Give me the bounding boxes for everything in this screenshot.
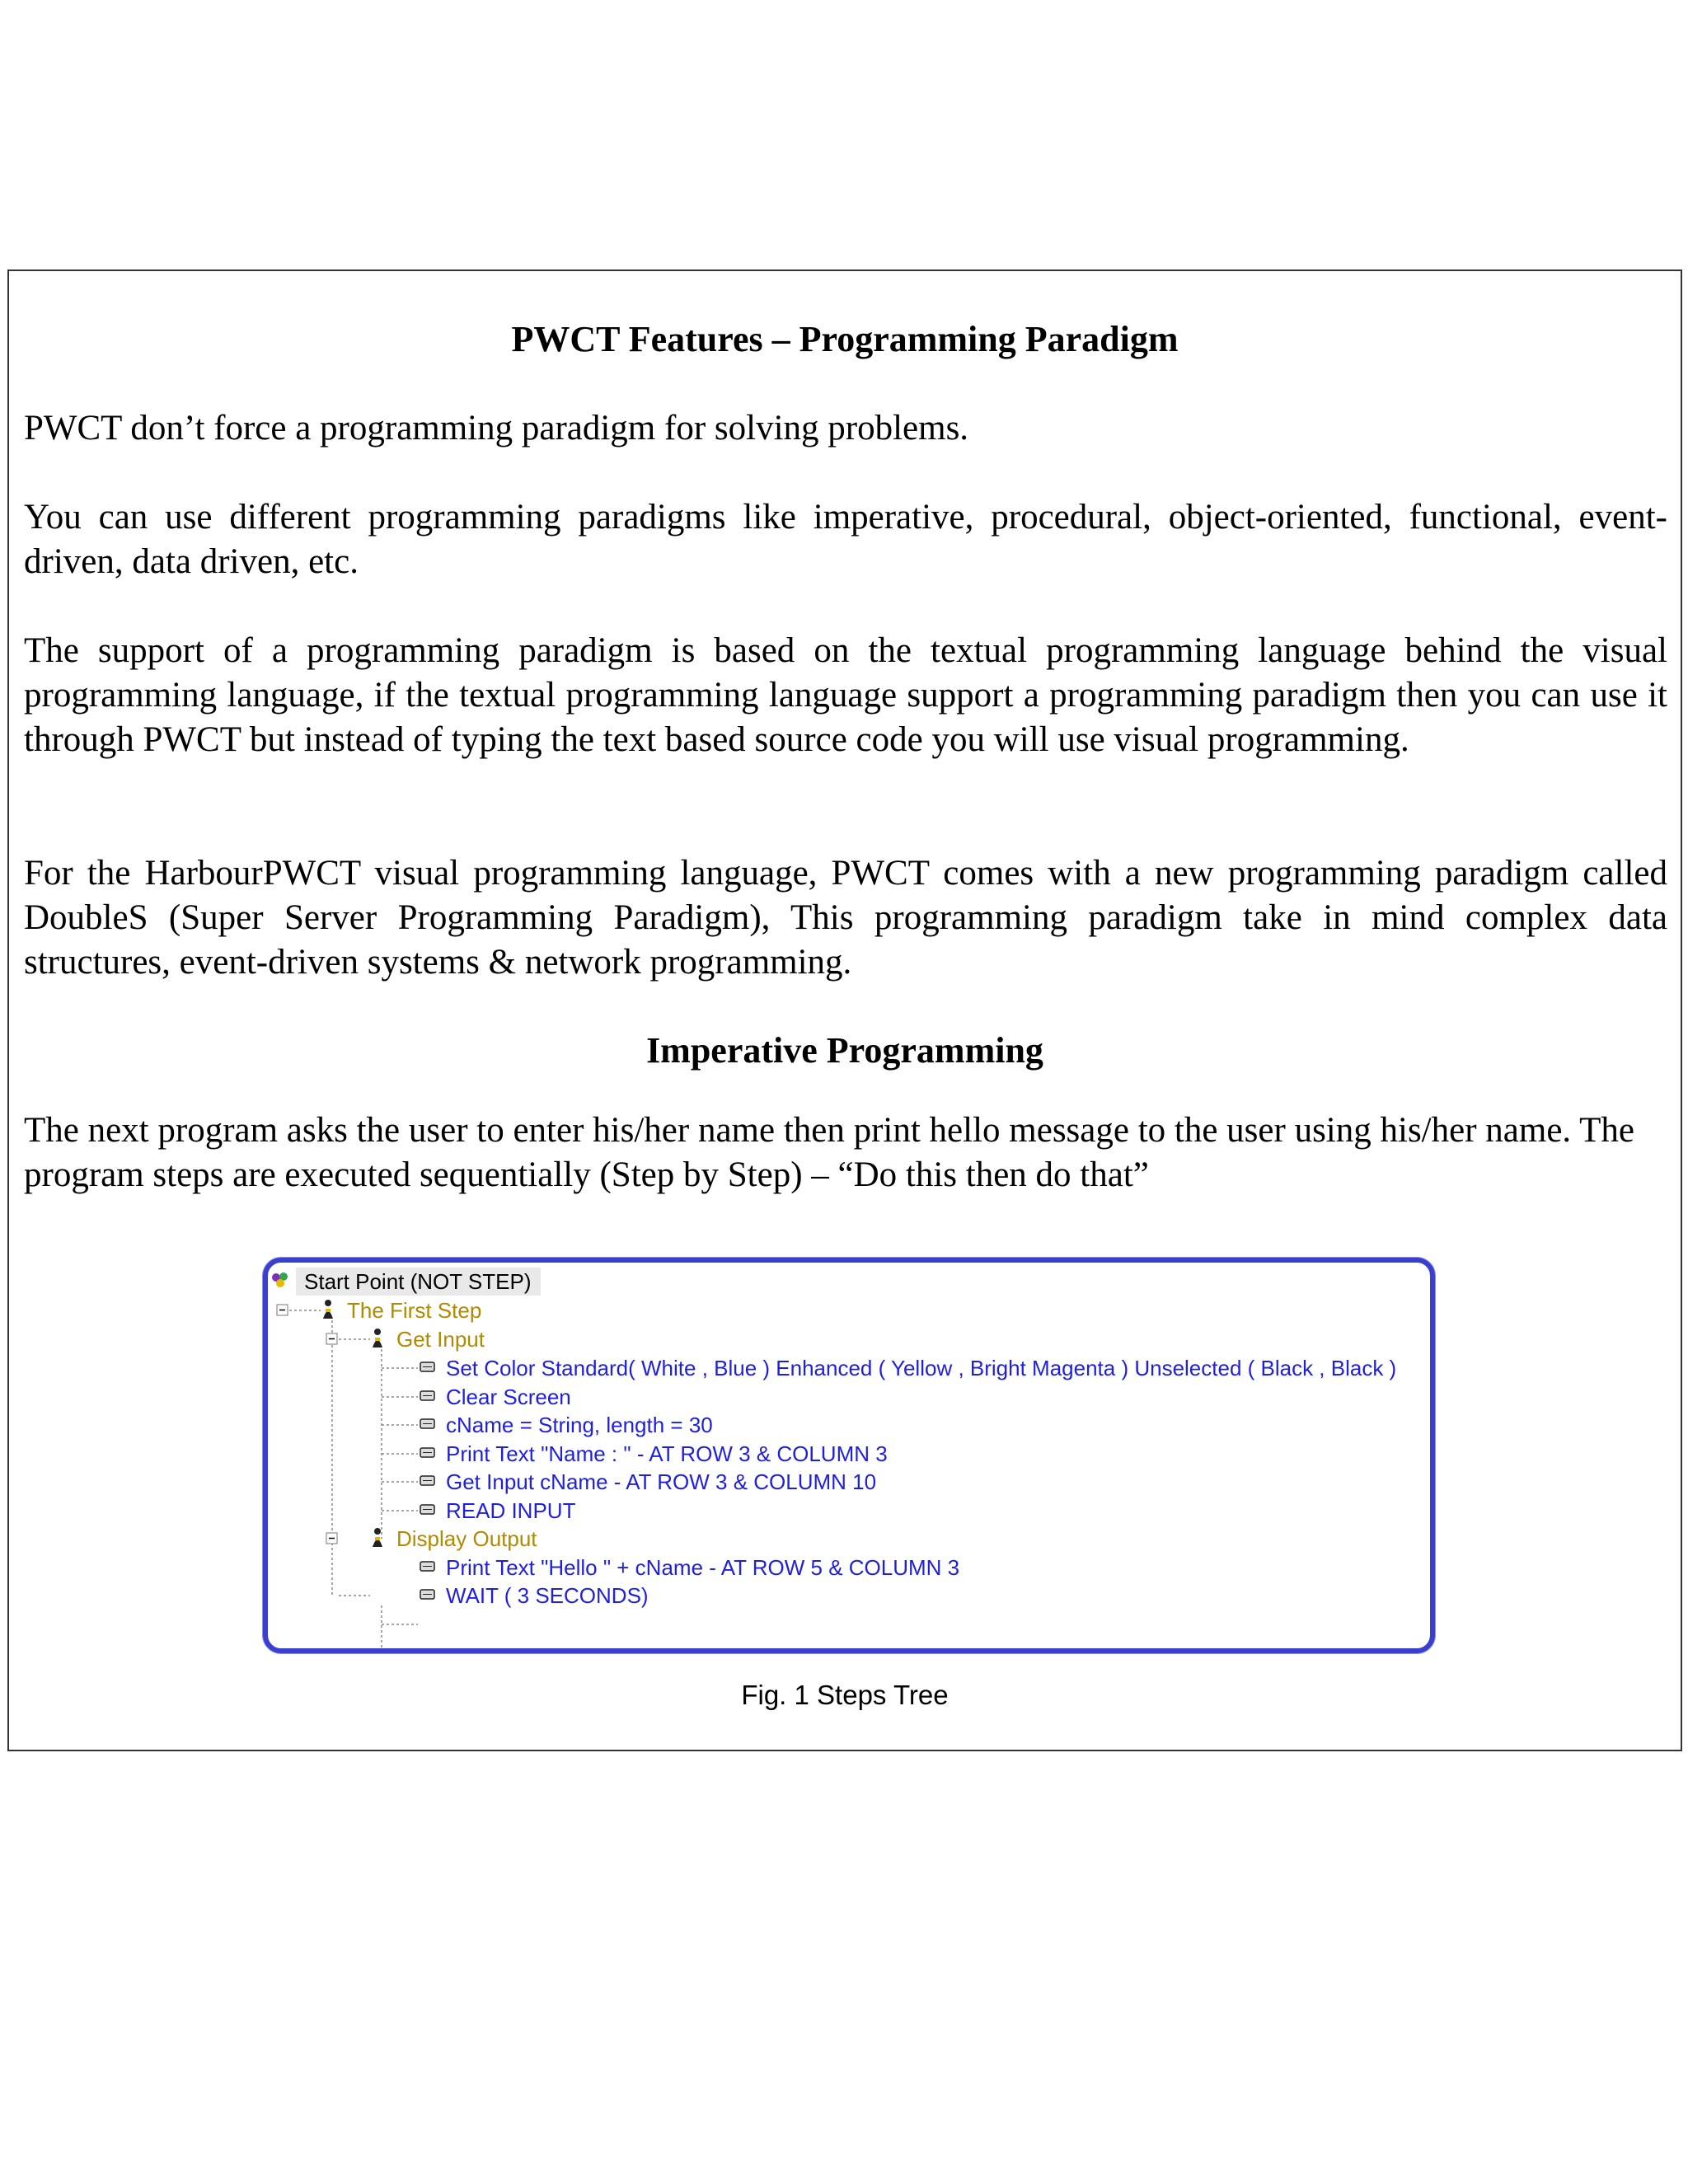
section-title: PWCT Features – Programming Paradigm (511, 319, 1179, 359)
content-frame (7, 269, 1682, 1751)
tree-command[interactable]: Clear Screen (446, 1385, 571, 1409)
command-icon (420, 1361, 436, 1373)
command-icon (420, 1589, 436, 1601)
step-figure-icon (370, 1527, 385, 1549)
tree-command[interactable]: cName = String, length = 30 (446, 1413, 713, 1437)
subsection-title: Imperative Programming (646, 1030, 1043, 1071)
command-icon (420, 1447, 436, 1459)
step-figure-icon (370, 1328, 385, 1349)
tree-command[interactable]: READ INPUT (446, 1498, 576, 1523)
command-icon (420, 1561, 436, 1572)
tree-command[interactable]: Set Color Standard( White , Blue ) Enhanced ( Yellow , Bright Magenta ) Unselected ( Black , Black ) (446, 1356, 1397, 1380)
collapse-toggle-icon[interactable] (326, 1333, 339, 1346)
command-icon (420, 1475, 436, 1487)
paragraph-3: The support of a programming paradigm is based on the textual programming language behind the visual programming language, if the textual programming language support a programming paradigm then you can use it through PWCT but instead of typing the text based source code you will use visual programming. (24, 631, 1667, 759)
command-icon (420, 1418, 436, 1430)
tree-command[interactable]: Get Input cName - AT ROW 3 & COLUMN 10 (446, 1469, 877, 1494)
tree-command[interactable]: Print Text "Name : " - AT ROW 3 & COLUMN 3 (446, 1441, 888, 1466)
collapse-toggle-icon[interactable] (326, 1532, 339, 1545)
figure-caption: Fig. 1 Steps Tree (741, 1680, 949, 1710)
step-figure-icon (321, 1299, 335, 1320)
command-icon (420, 1390, 436, 1402)
collapse-toggle-icon[interactable] (276, 1304, 289, 1317)
tree-step-get-input[interactable]: Get Input (396, 1327, 485, 1352)
command-icon (420, 1504, 436, 1516)
tree-root-label[interactable]: Start Point (NOT STEP) (296, 1268, 541, 1296)
paragraph-4: For the HarbourPWCT visual programming language, PWCT comes with a new programming paradigm called DoubleS (Super Server Programming Paradigm), This programming paradigm take in mind complex data structures, event-driven systems & network programming. (24, 854, 1667, 982)
start-point-icon (271, 1271, 289, 1289)
paragraph-1: PWCT don’t force a programming paradigm for solving problems. (24, 409, 969, 448)
paragraph-5: The next program asks the user to enter his/her name then print hello message to the user using his/her name. The program steps are executed sequentially (Step by Step) – “Do this then do that” (24, 1111, 1634, 1194)
paragraph-2: You can use different programming paradigms like imperative, procedural, object-oriented, functional, event-driven, data driven, etc. (24, 498, 1667, 581)
tree-step-first[interactable]: The First Step (347, 1298, 482, 1323)
tree-step-display-output[interactable]: Display Output (396, 1526, 537, 1551)
tree-command[interactable]: Print Text "Hello " + cName - AT ROW 5 & COLUMN 3 (446, 1555, 960, 1580)
steps-tree (263, 1258, 1435, 1653)
tree-command[interactable]: WAIT ( 3 SECONDS) (446, 1583, 649, 1608)
